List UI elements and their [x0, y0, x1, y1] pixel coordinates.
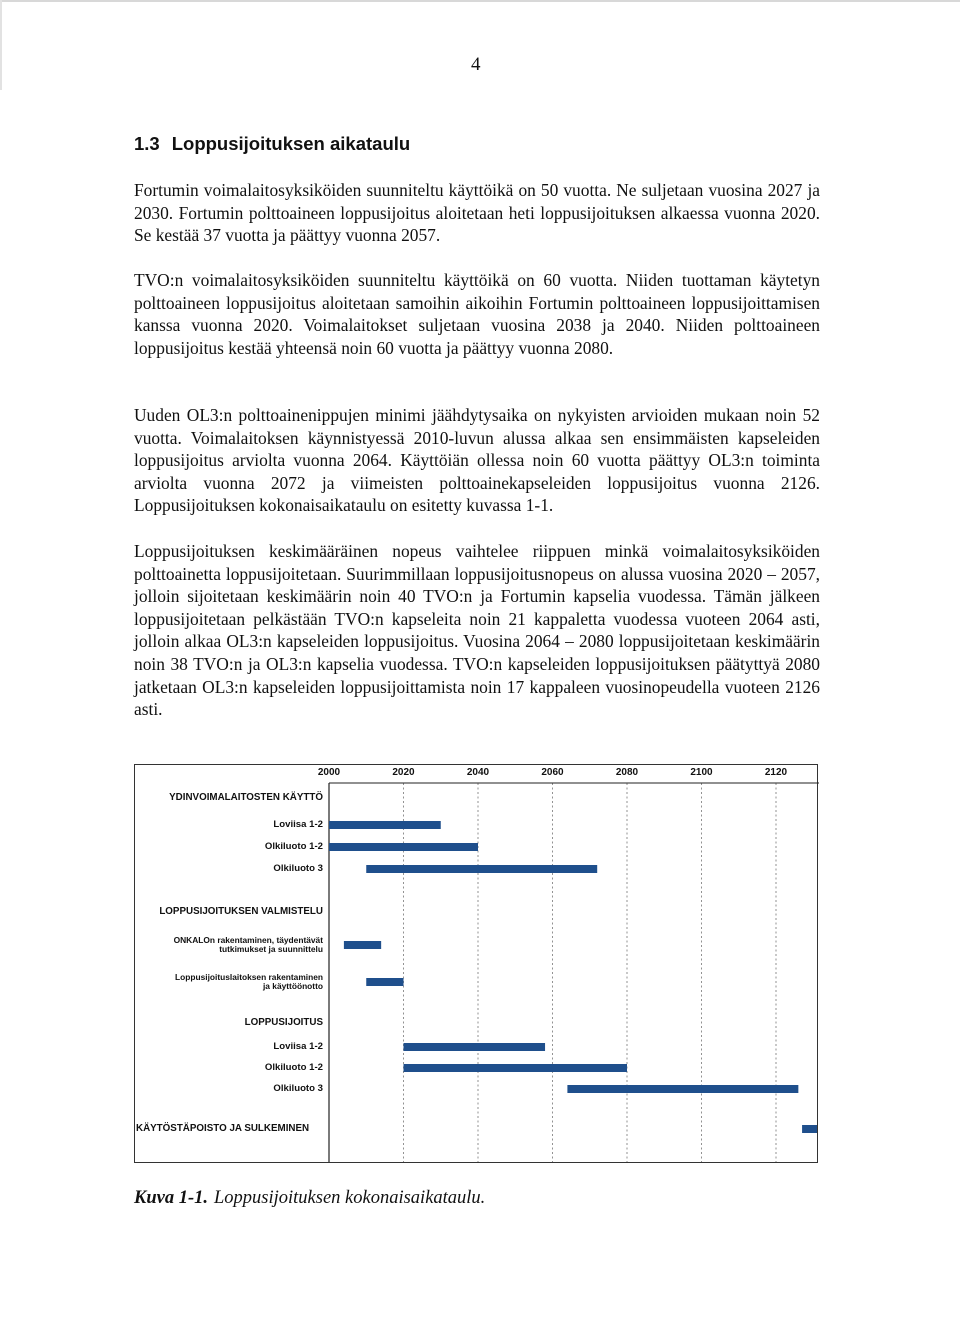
schedule-bar-9 [404, 1064, 628, 1072]
row-label-line: YDINVOIMALAITOSTEN KÄYTTÖ [169, 792, 323, 803]
schedule-bar-3 [366, 865, 597, 873]
schedule-bar-8 [404, 1043, 546, 1051]
row-label-9 [265, 1063, 323, 1073]
caption-number: Kuva 1-1. [134, 1188, 208, 1208]
row-label-line: Loviisa 1-2 [273, 819, 323, 830]
row-label-2 [265, 842, 323, 852]
page-number: 4 [471, 54, 481, 75]
section-heading [134, 133, 410, 155]
row-label-5 [174, 936, 323, 954]
schedule-bar-5 [344, 941, 381, 949]
row-label-0 [169, 793, 323, 803]
row-label-10 [273, 1084, 323, 1094]
row-label-11 [136, 1124, 309, 1134]
section-title: Loppusijoituksen aikataulu [171, 133, 411, 154]
row-label-1 [273, 820, 323, 830]
row-label-line: Olkiluoto 1-2 [264, 841, 323, 852]
axis-year-2040: 2040 [466, 767, 490, 778]
schedule-bar-6 [366, 978, 403, 986]
section-number: 1.3 [134, 133, 160, 154]
row-label-line: tutkimukset ja suunnittelu [219, 944, 323, 954]
schedule-bar-2 [329, 843, 478, 851]
row-label-4 [159, 907, 323, 917]
row-label-line: ONKALOn rakentaminen, täydentävät [173, 935, 323, 945]
paragraph-rate: Loppusijoituksen keskimääräinen nopeus vaihtelee riippuen minkä voimalaitosyksiköiden polttoainetta loppusijoitetaan. Suurimmillaan loppusijoitusnopeus on alussa vuosina 2020 – 2057, jolloin sijoitetaan keskimäärin noin 40 TVO:n ja Fortumin kapselia vuodessa. Tämän jälkeen loppusijoitetaan pelkästään TVO:n kapseleita noin 21 kappaletta vuodessa vuoteen 2064 asti, jolloin alkaa OL3:n kapseleiden loppusijoitus. Vuosina 2064 – 2080 loppusijoitetaan keskimäärin noin 38 TVO:n ja OL3:n kapselia vuodessa. TVO:n kapseleiden loppusijoituksen päätyttyä 2080 jatketaan OL3:n kapseleiden loppusijoittamista noin 17 kappaleen vuosinopeudella vuoteen 2126 asti. [134, 541, 820, 720]
caption-text: Loppusijoituksen kokonaisaikataulu. [214, 1188, 486, 1208]
row-label-line: ja käyttöönotto [262, 981, 323, 991]
row-label-line: LOPPUSIJOITUKSEN VALMISTELU [159, 906, 323, 917]
row-label-7 [245, 1018, 323, 1028]
schedule-bar-10 [567, 1085, 798, 1093]
scan-edge-left [0, 0, 2, 90]
axis-year-2060: 2060 [541, 767, 564, 778]
axis-year-2100: 2100 [690, 767, 713, 778]
paragraph-ol3: Uuden OL3:n polttoainenippujen minimi jäähdytysaika on nykyisten arvioiden mukaan noin 52 vuotta. Voimalaitoksen käynnistyessä 2010-luvun alussa alkaa sen ensimmäisten kapseleiden loppusijoitus arviolta vuonna 2064. Käyttöiän ollessa noin 60 vuotta päättyy OL3:n toiminta arviolta vuonna 2072 ja viimeisten polttoainekapseleiden loppusijoitus vuonna 2126. Loppusijoituksen kokonaisaikataulu on esitetty kuvassa 1-1. [134, 405, 820, 516]
row-label-8 [273, 1042, 323, 1052]
row-label-6 [175, 973, 323, 991]
schedule-bar-1 [329, 821, 441, 829]
paragraph-fortum: Fortumin voimalaitosyksiköiden suunniteltu käyttöikä on 50 vuotta. Ne suljetaan vuosina 2027 ja 2030. Fortumin polttoaineen loppusijoitus aloitetaan heti loppusijoituksen alkaessa vuonna 2020. Se kestää 37 vuotta ja päättyy vuonna 2057. [134, 180, 820, 246]
axis-year-2000: 2000 [317, 767, 341, 778]
figure-caption [134, 1188, 485, 1209]
row-label-line: Olkiluoto 1-2 [264, 1062, 323, 1073]
row-label-3 [273, 864, 323, 874]
row-label-line: Loviisa 1-2 [273, 1041, 323, 1052]
row-label-line: KÄYTÖSTÄPOISTO JA SULKEMINEN [136, 1123, 310, 1134]
paragraph-tvo: TVO:n voimalaitosyksiköiden suunniteltu käyttöikä on 60 vuotta. Niiden tuottaman käytetyn polttoaineen loppusijoitus aloitetaan samoihin aikoihin Fortumin polttoaineen loppusijoittamisen kanssa vuonna 2020. Voimalaitokset suljetaan vuosina 2038 ja 2040. Niiden polttoaineen loppusijoitus kestää yhteensä noin 60 vuotta ja päättyy vuonna 2080. [134, 270, 820, 358]
row-label-line: LOPPUSIJOITUS [244, 1017, 323, 1028]
axis-year-2120: 2120 [764, 767, 788, 778]
row-label-line: Olkiluoto 3 [273, 1083, 323, 1094]
schedule-bar-11 [802, 1125, 817, 1133]
row-label-line: Olkiluoto 3 [273, 863, 323, 874]
row-label-line: Loppusijoituslaitoksen rakentaminen [175, 972, 323, 982]
schedule-chart-canvas [135, 765, 819, 1164]
schedule-chart [134, 764, 818, 1163]
scan-edge-top [0, 0, 960, 2]
axis-year-2020: 2020 [392, 767, 415, 778]
axis-year-2080: 2080 [615, 767, 639, 778]
